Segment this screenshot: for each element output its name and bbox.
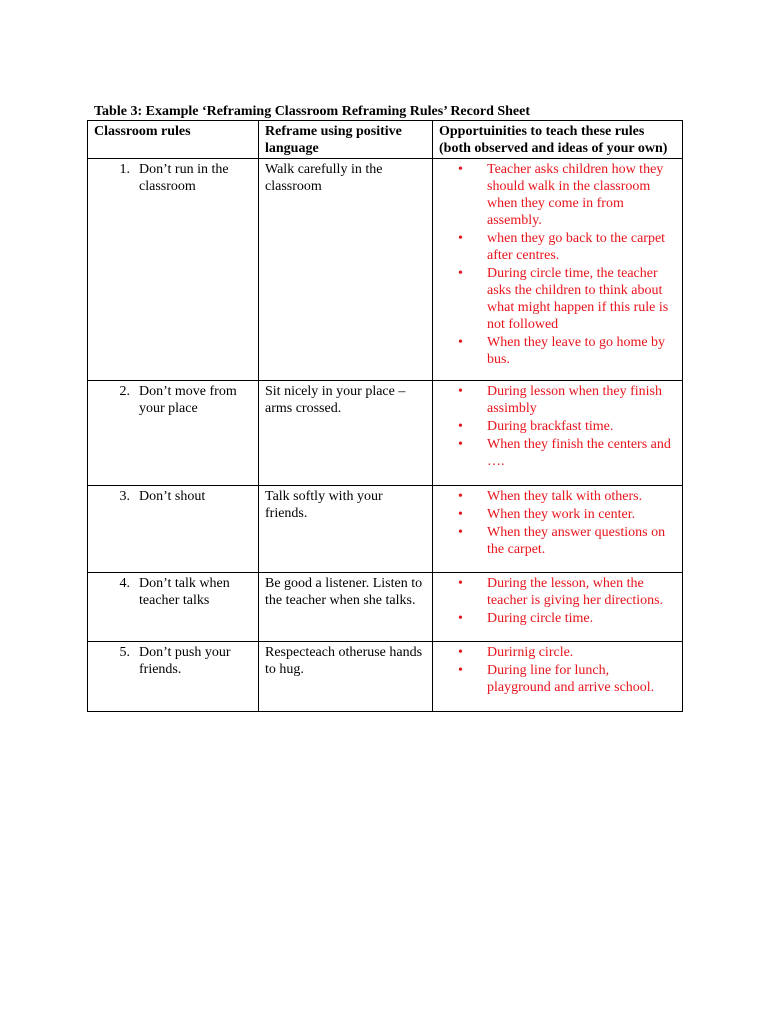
header-reframe: Reframe using positive language — [259, 121, 433, 159]
bullet-icon: • — [458, 525, 463, 540]
rule-cell — [88, 381, 259, 486]
reframe-cell: Talk softly with your friends. — [259, 486, 433, 573]
list-item: • During circle time. — [458, 611, 594, 626]
list-item: • When they finish the centers and …. — [458, 437, 671, 469]
bullet-icon: • — [458, 384, 463, 399]
list-item: • When they answer questions on the carpet. — [458, 525, 666, 557]
list-item: • When they work in center. — [458, 507, 636, 522]
list-item: • When they talk with others. — [458, 489, 643, 504]
table-caption: Table 3: Example ‘Reframing Classroom Reframing Rules’ Record Sheet — [94, 104, 531, 119]
list-item: • During line for lunch, playground and arrive school. — [458, 663, 655, 695]
rule-number: 1. — [119, 162, 130, 177]
opportunities-cell — [433, 159, 683, 381]
opportunities-list — [439, 644, 676, 696]
list-item: • During brackfast time. — [458, 419, 614, 434]
bullet-icon: • — [458, 162, 463, 177]
rule-text: Don’t move from your place — [139, 384, 237, 416]
table-row — [88, 573, 683, 642]
bullet-icon: • — [458, 576, 463, 591]
rule-text: Don’t run in the classroom — [139, 162, 229, 194]
reframe-cell: Respecteach otheruse hands to hug. — [259, 642, 433, 712]
opportunities-list — [439, 575, 676, 627]
table-row — [88, 642, 683, 712]
bullet-icon: • — [458, 489, 463, 504]
rule-number: 4. — [119, 576, 130, 591]
rule-text: Don’t push your friends. — [139, 645, 231, 677]
table-row — [88, 381, 683, 486]
opportunities-list — [439, 488, 676, 558]
bullet-icon: • — [458, 663, 463, 678]
rule-number: 3. — [119, 489, 130, 504]
bullet-icon: • — [458, 231, 463, 246]
bullet-icon: • — [458, 645, 463, 660]
list-item: • During lesson when they finish assimbly — [458, 384, 662, 416]
list-item: • When they leave to go home by bus. — [458, 335, 666, 367]
rule-number: 5. — [119, 645, 130, 660]
reframing-rules-table — [87, 120, 683, 712]
rule-cell — [88, 486, 259, 573]
rule-cell — [88, 642, 259, 712]
list-item: • Durirnig circle. — [458, 645, 574, 660]
rule-cell — [88, 159, 259, 381]
list-item: • when they go back to the carpet after centres. — [458, 231, 666, 263]
list-item: • During the lesson, when the teacher is giving her directions. — [458, 576, 664, 608]
opportunities-cell — [433, 486, 683, 573]
opportunities-cell — [433, 573, 683, 642]
opportunities-cell — [433, 381, 683, 486]
opportunities-list — [439, 161, 676, 368]
bullet-icon: • — [458, 507, 463, 522]
rule-number: 2. — [119, 384, 130, 399]
bullet-icon: • — [458, 266, 463, 281]
table-header-row — [88, 121, 683, 159]
rule-text: Don’t shout — [139, 489, 206, 504]
rule-text: Don’t talk when teacher talks — [139, 576, 230, 608]
opportunities-list — [439, 383, 676, 470]
reframe-cell: Be good a listener. Listen to the teacher when she talks. — [259, 573, 433, 642]
reframe-cell: Sit nicely in your place – arms crossed. — [259, 381, 433, 486]
bullet-icon: • — [458, 335, 463, 350]
header-opportunities: Opportuinities to teach these rules (both observed and ideas of your own) — [433, 121, 683, 159]
reframe-cell: Walk carefully in the classroom — [259, 159, 433, 381]
bullet-icon: • — [458, 437, 463, 452]
bullet-icon: • — [458, 611, 463, 626]
table-row — [88, 486, 683, 573]
opportunities-cell — [433, 642, 683, 712]
list-item: • Teacher asks children how they should walk in the classroom when they come in from assembly. — [458, 162, 664, 228]
rule-cell — [88, 573, 259, 642]
bullet-icon: • — [458, 419, 463, 434]
table-row — [88, 159, 683, 381]
list-item: • During circle time, the teacher asks the children to think about what might happen if this rule is not followed — [458, 266, 669, 332]
header-classroom-rules: Classroom rules — [88, 121, 259, 159]
